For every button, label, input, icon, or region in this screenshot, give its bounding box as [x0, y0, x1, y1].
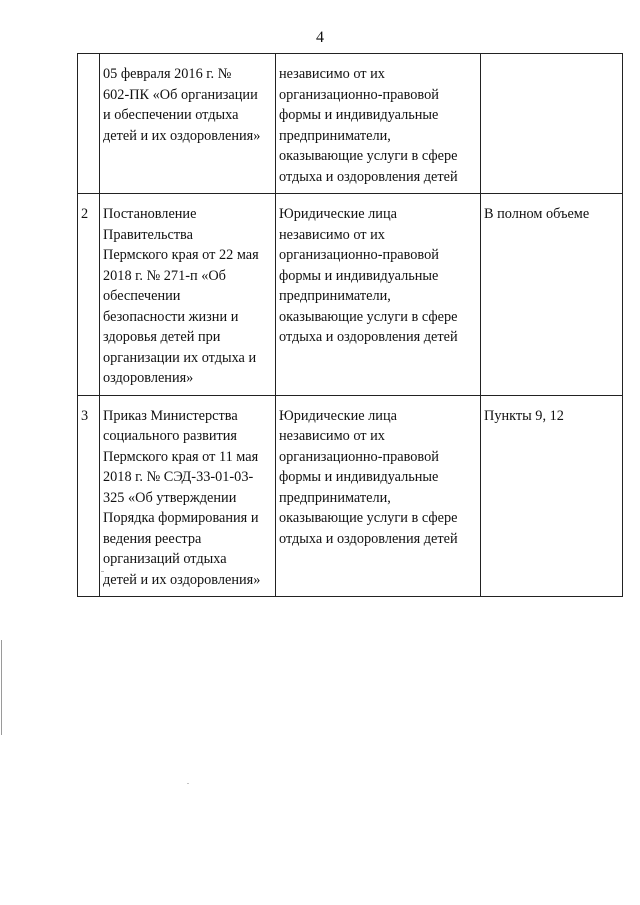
text-line: детей и их оздоровления» — [103, 571, 261, 588]
text-line: оздоровления» — [103, 370, 194, 386]
text-line: предприниматели, — [279, 127, 391, 144]
table-row — [78, 395, 623, 597]
text-line: Приказ Министерства — [103, 407, 238, 424]
scan-artifact — [187, 783, 189, 784]
text-line: и обеспечении отдыха — [103, 107, 239, 123]
text-line: организационно-правовой — [279, 86, 439, 103]
text-line: безопасности жизни и — [103, 308, 239, 325]
text-line: социального развития — [103, 428, 237, 444]
text-line: 602-ПК «Об организации — [103, 86, 258, 103]
text-line: организационно-правовой — [279, 448, 439, 465]
text-line: 325 «Об утверждении — [103, 489, 237, 506]
text-line: формы и индивидуальные — [279, 469, 439, 485]
text-line: независимо от их — [279, 66, 385, 82]
text-line: Юридические лица — [279, 206, 397, 222]
subjects-cell — [276, 194, 481, 396]
text-line: Юридические лица — [279, 407, 397, 424]
text-line: оказывающие услуги в сфере — [279, 308, 458, 325]
subjects-cell — [276, 395, 481, 597]
scope-cell — [481, 54, 623, 194]
row-number-cell — [78, 54, 100, 194]
text-line: Порядка формирования и — [103, 510, 259, 526]
text-line: оказывающие услуги в сфере — [279, 148, 458, 164]
text-line: формы и индивидуальные — [279, 107, 439, 123]
scan-edge-mark — [1, 640, 2, 735]
text-line: ведения реестра — [103, 530, 202, 547]
act-name-cell — [100, 194, 276, 396]
text-line: организаций отдыха — [103, 551, 227, 567]
act-name-cell — [100, 395, 276, 597]
scope-cell: Пункты 9, 12 — [481, 395, 623, 597]
text-line: 05 февраля 2016 г. № — [103, 66, 232, 82]
row-number-cell: 2 — [78, 194, 100, 396]
text-line: отдыха и оздоровления детей — [279, 530, 458, 547]
text-line: обеспечении — [103, 288, 181, 304]
text-line: независимо от их — [279, 226, 385, 243]
text-line: оказывающие услуги в сфере — [279, 510, 458, 526]
text-line: формы и индивидуальные — [279, 267, 439, 284]
scan-artifact — [101, 571, 104, 572]
text-line: здоровья детей при — [103, 329, 221, 345]
text-line: отдыха и оздоровления детей — [279, 329, 458, 345]
text-line: отдыха и оздоровления детей — [279, 168, 458, 185]
scope-cell: В полном объеме — [481, 194, 623, 396]
row-number-cell: 3 — [78, 395, 100, 597]
text-line: Постановление — [103, 206, 197, 222]
legal-acts-table — [77, 53, 623, 597]
subjects-cell — [276, 54, 481, 194]
text-line: Пермского края от 11 мая — [103, 448, 259, 465]
text-line: организации их отдыха и — [103, 349, 257, 366]
text-line: Пермского края от 22 мая — [103, 247, 259, 263]
text-line: организационно-правовой — [279, 247, 439, 263]
table-row — [78, 194, 623, 396]
text-line: 2018 г. № СЭД-33-01-03- — [103, 469, 254, 485]
text-line: детей и их оздоровления» — [103, 127, 261, 144]
act-name-cell — [100, 54, 276, 194]
text-line: Правительства — [103, 226, 193, 243]
text-line: независимо от их — [279, 428, 385, 444]
table-row — [78, 54, 623, 194]
page-number: 4 — [316, 29, 324, 46]
text-line: предприниматели, — [279, 489, 391, 506]
text-line: предприниматели, — [279, 288, 391, 304]
text-line: 2018 г. № 271-п «Об — [103, 267, 226, 284]
